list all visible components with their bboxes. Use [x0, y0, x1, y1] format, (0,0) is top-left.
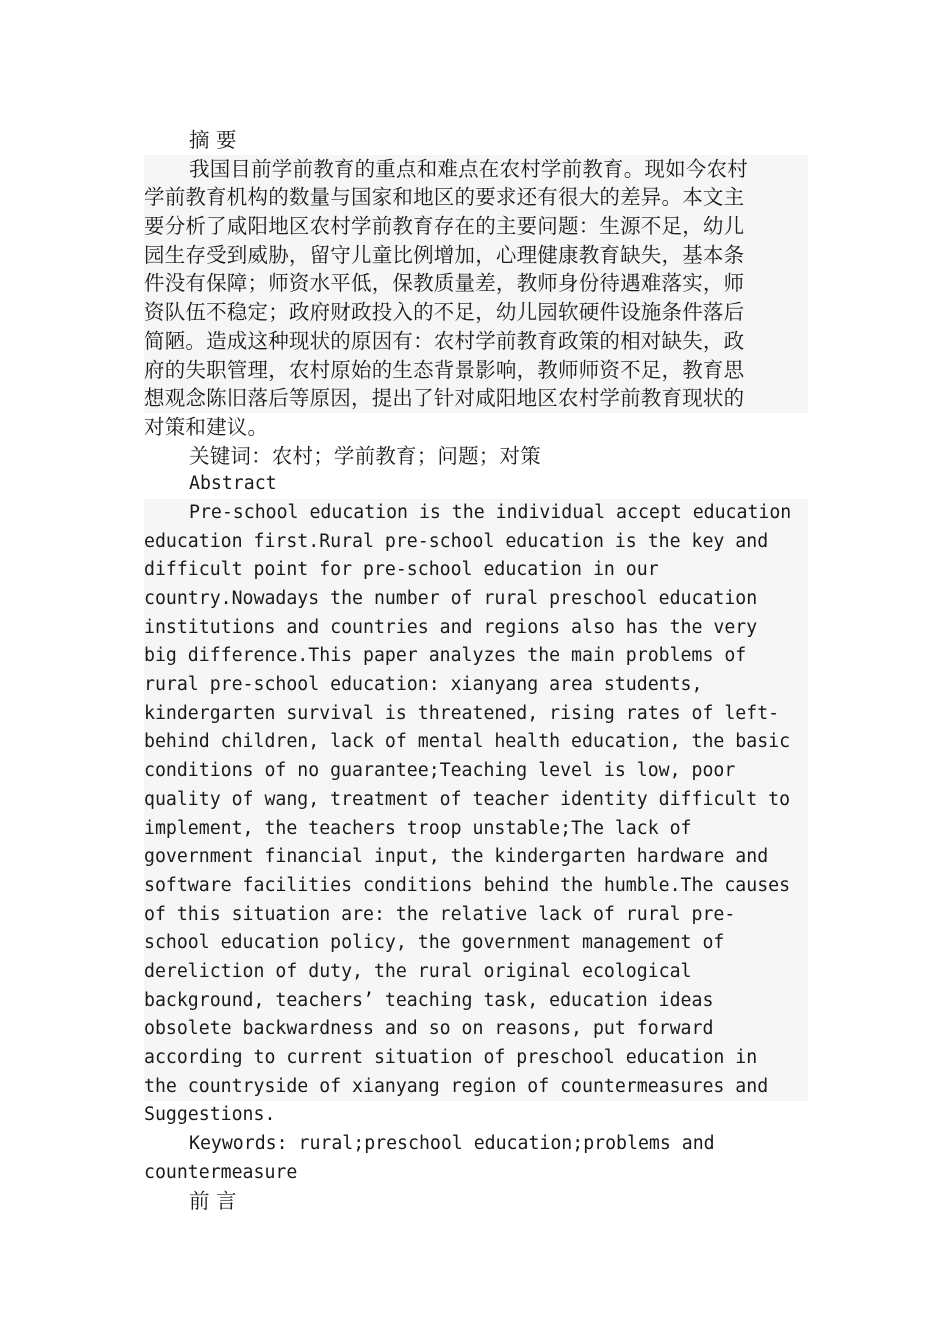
abstract-line-cn: 资队伍不稳定；政府财政投入的不足，幼儿园软硬件设施条件落后: [144, 298, 808, 327]
abstract-line-en: obsolete backwardness and so on reasons, put forward: [144, 1015, 808, 1044]
abstract-line-en: conditions of no guarantee;Teaching level is low, poor: [144, 757, 808, 786]
abstract-line-en: background, teachers’ teaching task, education ideas: [144, 987, 808, 1016]
abstract-line-en: Pre-school education is the individual accept education: [144, 499, 808, 528]
preface-heading: 前 言: [189, 1189, 237, 1214]
keywords-cn: 关键词：农村；学前教育；问题；对策: [189, 443, 541, 468]
abstract-line-en: education first.Rural pre-school education is the key and: [144, 528, 808, 557]
abstract-line-en: behind children, lack of mental health education, the basic: [144, 728, 808, 757]
abstract-line-en: big difference.This paper analyzes the main problems of: [144, 642, 808, 671]
abstract-body-en: [144, 499, 808, 1130]
abstract-line-en: implement, the teachers troop unstable;The lack of: [144, 815, 808, 844]
abstract-line-en: difficult point for pre-school education in our: [144, 556, 808, 585]
abstract-line-en: quality of wang, treatment of teacher identity difficult to: [144, 786, 808, 815]
abstract-line-en: country.Nowadays the number of rural preschool education: [144, 585, 808, 614]
abstract-line-en: of this situation are: the relative lack of rural pre-: [144, 901, 808, 930]
abstract-line-en: government financial input, the kindergarten hardware and: [144, 843, 808, 872]
abstract-line-cn: 对策和建议。: [144, 414, 269, 439]
abstract-line-cn: 想观念陈旧落后等原因，提出了针对咸阳地区农村学前教育现状的: [144, 384, 808, 413]
abstract-line-en: dereliction of duty, the rural original ecological: [144, 958, 808, 987]
abstract-line-en: school education policy, the government management of: [144, 929, 808, 958]
keywords-en: Keywords: rural;preschool education;problems and: [189, 1133, 715, 1155]
abstract-line-en: software facilities conditions behind the humble.The causes: [144, 872, 808, 901]
abstract-line-cn: 件没有保障；师资水平低，保教质量差，教师身份待遇难落实，师: [144, 269, 808, 298]
abstract-heading-en: Abstract: [189, 473, 277, 495]
abstract-line-cn: 园生存受到威胁，留守儿童比例增加，心理健康教育缺失，基本条: [144, 241, 808, 270]
abstract-line-en: institutions and countries and regions also has the very: [144, 614, 808, 643]
abstract-line-en: rural pre-school education: xianyang area students,: [144, 671, 808, 700]
abstract-body-cn: [144, 155, 808, 442]
document-page: [144, 126, 808, 1216]
abstract-line-cn: 学前教育机构的数量与国家和地区的要求还有很大的差异。本文主: [144, 183, 808, 212]
abstract-heading-cn: 摘 要: [189, 128, 237, 152]
abstract-line-en: according to current situation of preschool education in: [144, 1044, 808, 1073]
abstract-line-cn: 府的失职管理，农村原始的生态背景影响，教师师资不足，教育思: [144, 356, 808, 385]
abstract-line-cn: 简陋。造成这种现状的原因有：农村学前教育政策的相对缺失，政: [144, 327, 808, 356]
abstract-line-en: the countryside of xianyang region of countermeasures and: [144, 1073, 808, 1102]
abstract-line-en: kindergarten survival is threatened, rising rates of left-: [144, 700, 808, 729]
abstract-line-en: Suggestions.: [144, 1104, 276, 1126]
abstract-line-cn: 我国目前学前教育的重点和难点在农村学前教育。现如今农村: [144, 155, 808, 184]
keywords-en-continued: countermeasure: [144, 1161, 298, 1183]
abstract-line-cn: 要分析了咸阳地区农村学前教育存在的主要问题：生源不足，幼儿: [144, 212, 808, 241]
